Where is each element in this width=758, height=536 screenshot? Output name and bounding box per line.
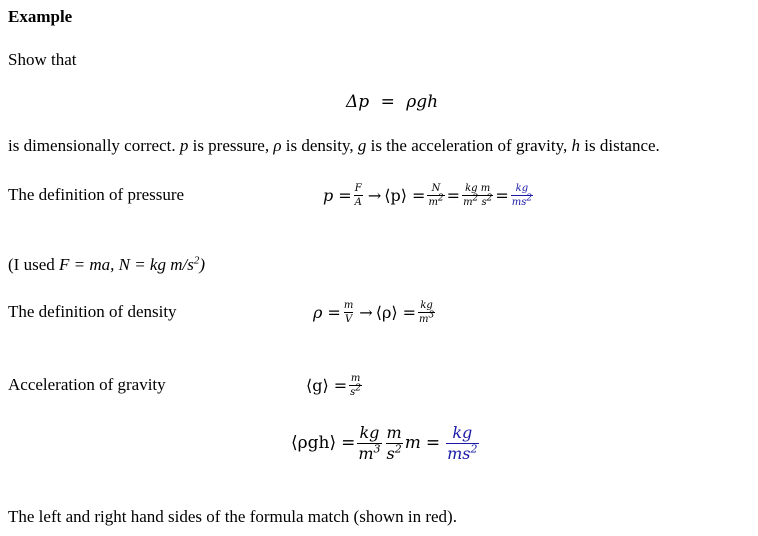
combined-equals: = [341, 433, 356, 453]
note-formula: F = ma, N = kg m/s [58, 255, 194, 274]
frac-exponent: 2 [355, 383, 362, 394]
frac-numerator: kg [420, 299, 433, 311]
density-frac-m-over-v [343, 300, 354, 325]
density-rho: ρ [313, 302, 323, 322]
note-close: ) [199, 255, 206, 274]
frac-denominator: V [344, 313, 353, 325]
frac-denominator [446, 443, 478, 463]
frac-exponent: 2 [394, 442, 402, 456]
density-dimension: ⟨ρ⟩ [375, 302, 398, 322]
combined-dimension: ⟨ρgh⟩ [291, 433, 337, 453]
statement-text-1: is dimensionally correct. [8, 136, 180, 155]
note-open: (I used [8, 255, 59, 274]
gravity-frac-m-over-s2 [349, 373, 362, 398]
example-heading: Example [8, 7, 73, 26]
conclusion-text: The left and right hand sides of the formula match (shown in red). [8, 507, 457, 526]
statement-text-4: is the acceleration of gravity, [366, 136, 572, 155]
var-h: h [571, 136, 581, 155]
density-equals-2: = [402, 302, 416, 322]
combined-m: m [404, 433, 421, 453]
pressure-frac-f-over-a [354, 183, 363, 208]
frac-denominator [511, 195, 533, 208]
frac-base: m [419, 313, 429, 325]
frac-denominator [349, 385, 362, 398]
statement-text-2: is pressure, [188, 136, 274, 155]
frac-numerator: F [354, 182, 362, 194]
frac-denominator [462, 195, 493, 208]
statement-paragraph [8, 136, 660, 156]
note-exponent: 2 [193, 254, 200, 267]
frac-denominator: A [354, 196, 362, 208]
units-note [8, 255, 205, 275]
frac-base-2: s [478, 196, 487, 208]
var-rho: ρ [273, 136, 282, 155]
intro-text: Show that [8, 50, 77, 69]
frac-base: m [428, 196, 438, 208]
frac-base: m [463, 196, 473, 208]
arrow-icon: → [367, 185, 382, 205]
density-label: The definition of density [8, 302, 177, 321]
frac-exponent: 3 [428, 310, 435, 321]
statement-text-5: is distance. [580, 136, 660, 155]
pressure-frac-kgm-over-m2s2 [462, 183, 493, 208]
density-equals: = [327, 302, 341, 322]
pressure-equation [323, 178, 535, 212]
combined-result-frac [446, 424, 478, 463]
main-equation [346, 92, 438, 112]
frac-exponent-2: 2 [486, 193, 493, 204]
frac-numerator: m [343, 299, 354, 311]
frac-base: s [386, 443, 395, 463]
frac-denominator [357, 443, 381, 463]
var-p: p [179, 136, 189, 155]
frac-numerator: N [431, 182, 441, 194]
density-frac-kg-over-m3 [418, 300, 435, 325]
main-equation-equals: = [380, 92, 395, 112]
var-g: g [357, 136, 367, 155]
frac-denominator [418, 312, 435, 325]
pressure-dimension: ⟨p⟩ [384, 185, 408, 205]
frac-base: ms [447, 443, 471, 463]
pressure-equals-2: = [412, 185, 426, 205]
frac-numerator: kg [359, 422, 380, 442]
frac-exponent: 2 [437, 193, 444, 204]
pressure-result-frac [511, 183, 533, 208]
gravity-equals: = [333, 375, 348, 395]
frac-numerator: m [386, 422, 402, 442]
frac-numerator: kg m [465, 182, 491, 194]
combined-frac-m-over-s2 [386, 424, 403, 463]
arrow-icon: → [359, 302, 373, 322]
frac-exponent: 3 [373, 442, 381, 456]
frac-exponent: 2 [526, 193, 533, 204]
combined-equals-2: = [425, 433, 441, 453]
gravity-equation [306, 368, 364, 402]
combined-equation [291, 420, 481, 466]
pressure-p: p [323, 185, 334, 205]
frac-denominator [386, 443, 403, 463]
main-equation-lhs: Δp [346, 92, 370, 112]
frac-base: ms [511, 196, 527, 208]
frac-denominator [427, 195, 444, 208]
frac-exponent: 2 [470, 442, 478, 456]
pressure-frac-n-over-m2 [427, 183, 444, 208]
pressure-equals: = [338, 185, 352, 205]
pressure-equals-4: = [495, 185, 509, 205]
pressure-label: The definition of pressure [8, 185, 185, 204]
frac-numerator: kg [515, 182, 529, 194]
gravity-dimension: ⟨g⟩ [306, 375, 329, 395]
combined-frac-kg-over-m3 [357, 424, 381, 463]
frac-base: m [358, 443, 374, 463]
statement-text-3: is density, [281, 136, 358, 155]
frac-numerator: kg [452, 422, 473, 442]
frac-base: s [350, 386, 356, 398]
density-equation [313, 295, 437, 329]
main-equation-rhs: ρgh [406, 92, 439, 112]
frac-numerator: m [350, 372, 361, 384]
frac-exponent: 2 [472, 193, 479, 204]
pressure-equals-3: = [446, 185, 461, 205]
gravity-label: Acceleration of gravity [8, 375, 166, 394]
